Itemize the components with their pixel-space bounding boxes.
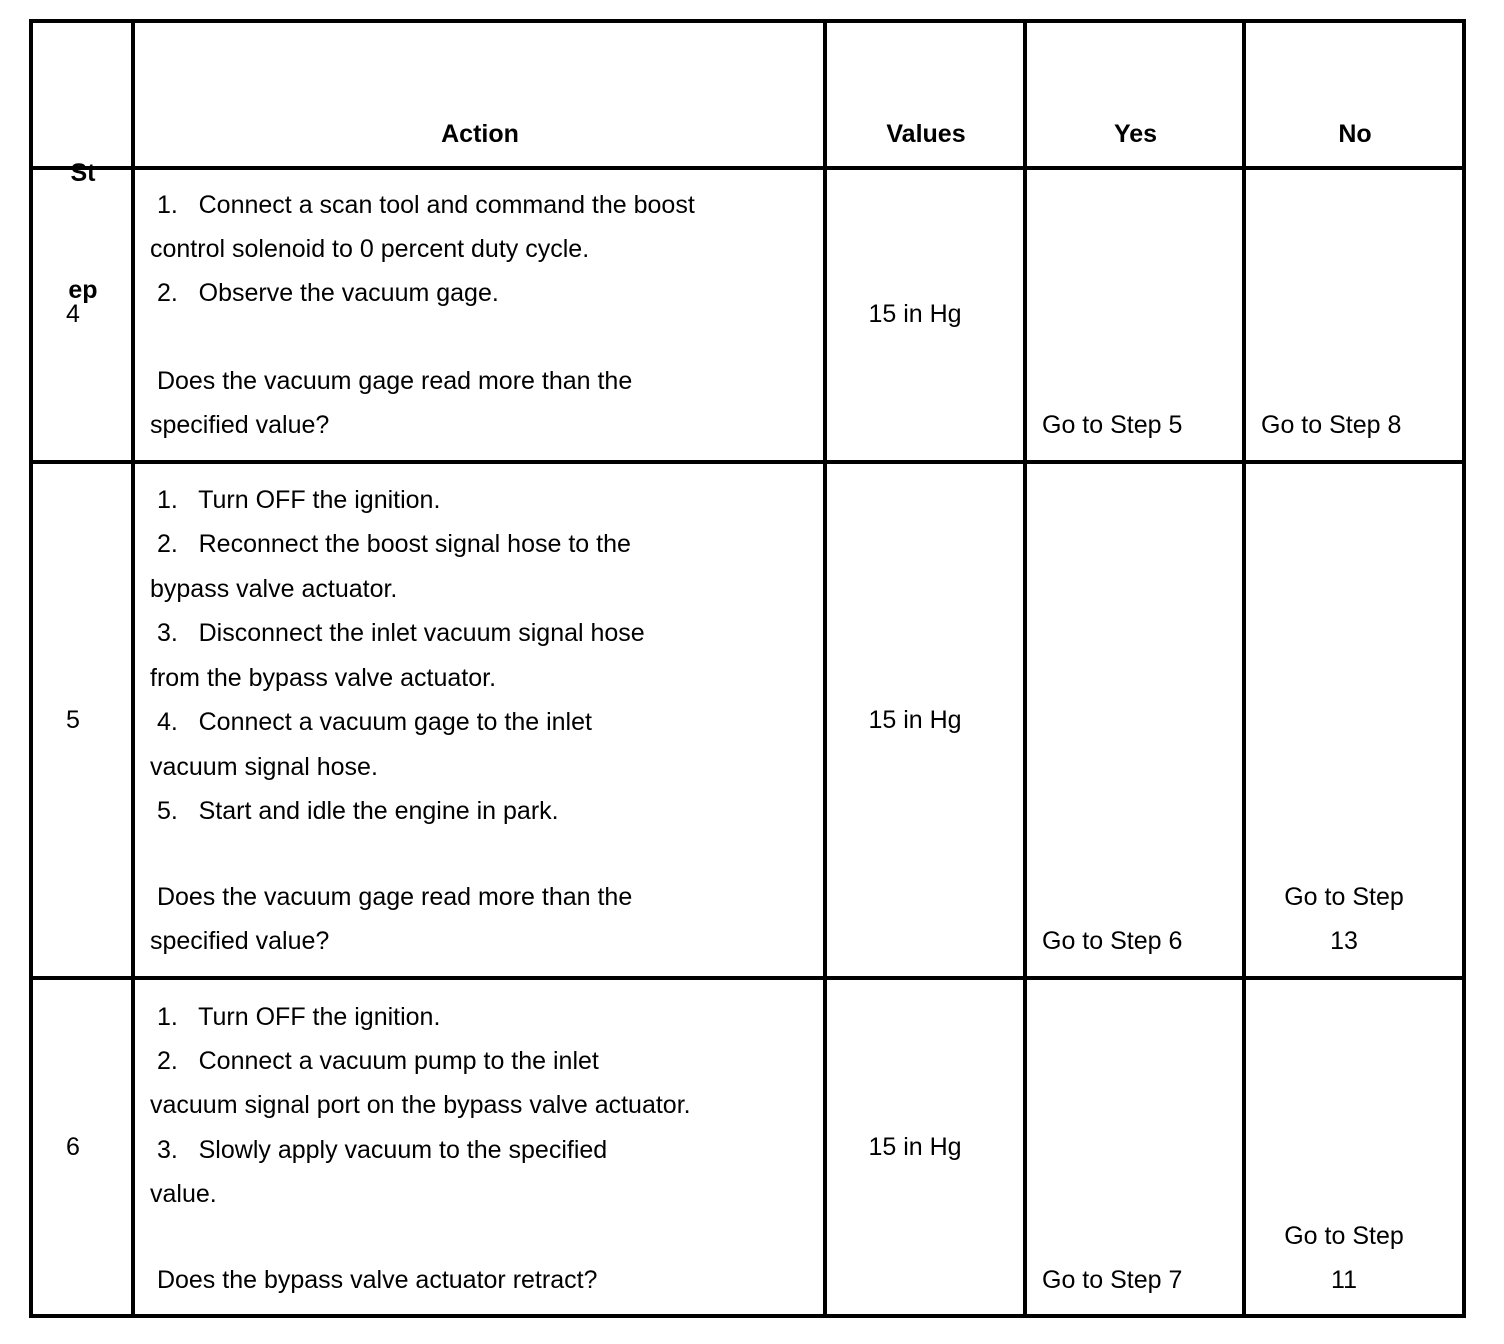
action-line: 4. Connect a vacuum gage to the inlet [150, 708, 592, 736]
yes-cell: Go to Step 5 [1042, 411, 1183, 439]
header-step-line1: St [70, 159, 96, 187]
yes-cell: Go to Step 7 [1042, 1266, 1183, 1294]
value-cell: 15 in Hg [868, 300, 962, 328]
action-line: 1. Turn OFF the ignition. [150, 486, 441, 514]
header-step [33, 76, 133, 388]
no-cell: Go to Step 8 [1261, 411, 1402, 439]
action-line: specified value? [150, 927, 330, 955]
header-values: Values [886, 120, 966, 148]
action-line: 2. Observe the vacuum gage. [150, 279, 499, 307]
action-line: Does the vacuum gage read more than the [150, 883, 633, 911]
no-cell-line2: 13 [1330, 927, 1358, 955]
step-number: 6 [66, 1133, 80, 1161]
action-line: specified value? [150, 411, 330, 439]
action-line: value. [150, 1180, 217, 1208]
no-cell-line1: Go to Step [1284, 1222, 1404, 1250]
no-cell-line2: 11 [1331, 1266, 1357, 1294]
header-step-line2: ep [68, 276, 98, 304]
action-line: 2. Reconnect the boost signal hose to the [150, 530, 631, 558]
action-line: 3. Slowly apply vacuum to the specified [150, 1136, 608, 1164]
action-line: from the bypass valve actuator. [150, 664, 497, 692]
action-line: 5. Start and idle the engine in park. [150, 797, 559, 825]
action-line: 1. Turn OFF the ignition. [150, 1003, 441, 1031]
action-line: Does the bypass valve actuator retract? [150, 1266, 598, 1294]
action-line: 3. Disconnect the inlet vacuum signal hose [150, 619, 645, 647]
header-action: Action [441, 120, 519, 148]
action-line: vacuum signal hose. [150, 753, 378, 781]
step-number: 5 [66, 706, 80, 734]
no-cell-line1: Go to Step [1284, 883, 1404, 911]
yes-cell: Go to Step 6 [1042, 927, 1183, 955]
header-yes: Yes [1113, 120, 1158, 148]
action-line: 2. Connect a vacuum pump to the inlet [150, 1047, 599, 1075]
action-line: bypass valve actuator. [150, 575, 398, 603]
action-line: 1. Connect a scan tool and command the boost [150, 191, 695, 219]
header-no: No [1338, 120, 1372, 148]
value-cell: 15 in Hg [868, 1133, 962, 1161]
action-line: control solenoid to 0 percent duty cycle. [150, 235, 590, 263]
step-number: 4 [66, 300, 80, 328]
action-line: Does the vacuum gage read more than the [150, 367, 633, 395]
action-line: vacuum signal port on the bypass valve actuator. [150, 1091, 691, 1119]
value-cell: 15 in Hg [868, 706, 962, 734]
